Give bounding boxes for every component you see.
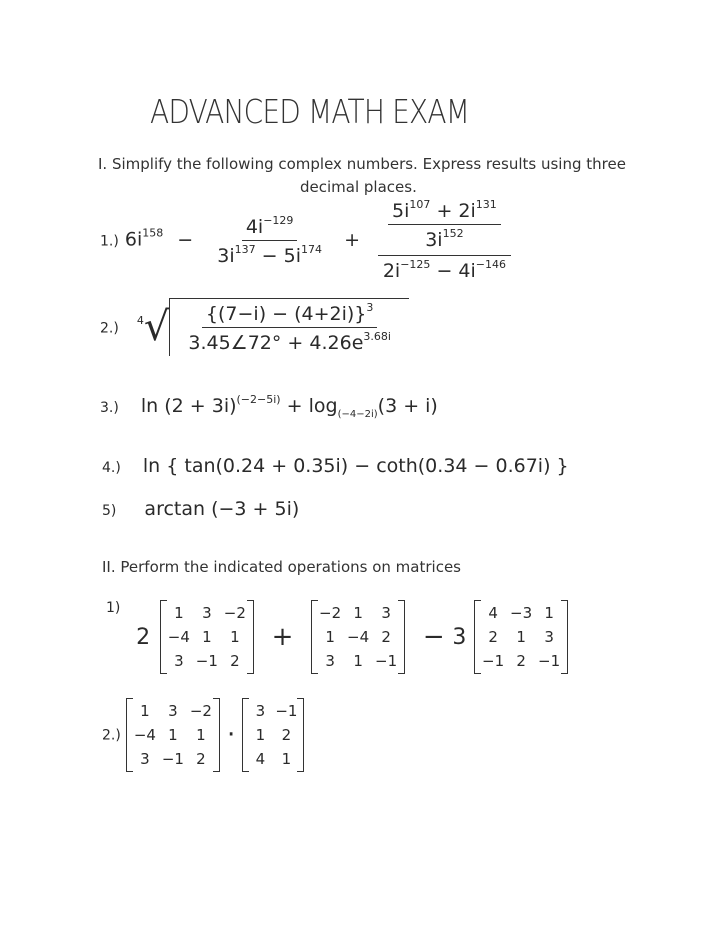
matrix-entry: 3 <box>174 652 184 670</box>
exponent: 3 <box>366 301 374 314</box>
problem-label: 3.) <box>100 400 119 416</box>
problem-1 <box>100 198 517 282</box>
term: 2i <box>382 260 401 282</box>
matrix-entry: 3 <box>255 702 266 720</box>
problem-label: 2.) <box>100 320 119 337</box>
matrix-e <box>242 698 304 772</box>
exponent: 152 <box>442 227 464 240</box>
operator: · <box>227 720 236 750</box>
exponent: −129 <box>263 213 294 227</box>
matrix-entry: 3 <box>544 628 554 646</box>
exponent: 107 <box>409 198 431 211</box>
matrix-problem-2 <box>102 698 304 772</box>
operator: + <box>344 228 360 251</box>
exponent: 137 <box>234 242 256 256</box>
matrix-entry: −2 <box>319 604 342 622</box>
problem-3 <box>100 393 438 420</box>
matrix-entry: 2 <box>230 652 240 670</box>
matrix-entry: 3 <box>325 652 335 670</box>
matrix-entry: 1 <box>516 628 526 646</box>
log-base: (−4−2i) <box>337 409 378 420</box>
matrix-entry: −2 <box>189 702 212 720</box>
matrix-entry: −4 <box>133 726 156 744</box>
phasor-term: 3.45∠72° <box>188 332 282 354</box>
nested-fraction <box>388 198 501 253</box>
operator: − <box>177 228 194 251</box>
matrix-entry: 1 <box>140 702 150 720</box>
matrix-entry: −4 <box>347 628 370 646</box>
problem-label: 5) <box>102 503 117 519</box>
fraction-2 <box>378 198 511 282</box>
operator: + <box>271 622 294 652</box>
section-1-heading: I. Simplify the following complex numbers. Express results using three <box>98 155 626 173</box>
term: 3i <box>425 229 443 251</box>
matrix-entry: 1 <box>325 628 335 646</box>
matrix-entry: −1 <box>275 702 298 720</box>
matrix-entry: 4 <box>255 750 266 768</box>
exponent: 174 <box>301 242 323 256</box>
matrix-entry: 3 <box>140 750 150 768</box>
term: + 2i <box>430 200 476 222</box>
section-1-heading-cont: decimal places. <box>300 178 417 196</box>
problem-label: 1.) <box>100 233 119 250</box>
matrix-d <box>126 698 220 772</box>
matrix-entry: 3 <box>381 604 391 622</box>
matrix-problem-1 <box>106 600 568 674</box>
radicand <box>169 298 409 356</box>
denominator-term: − 5i <box>255 244 302 267</box>
fraction-1 <box>213 214 326 267</box>
matrix-entry: 1 <box>544 604 554 622</box>
matrix-entry: −3 <box>510 604 533 622</box>
matrix-entry: 1 <box>168 726 178 744</box>
matrix-entry: 1 <box>255 726 266 744</box>
term: + log <box>286 395 338 417</box>
coefficient: 3 <box>452 624 467 650</box>
expression: ln { tan(0.24 + 0.35i) − coth(0.34 − 0.67i) } <box>142 455 569 477</box>
denominator-term: 3i <box>217 244 235 267</box>
exponent: 3.68i <box>363 330 391 343</box>
matrix-entry: 1 <box>174 604 184 622</box>
operator: − <box>422 622 445 652</box>
numerator: {(7−i) − (4+2i)} <box>205 303 367 325</box>
matrix-entry: −1 <box>538 652 561 670</box>
matrix-b <box>311 600 405 674</box>
term: (3 + i) <box>377 395 438 417</box>
exponent: −125 <box>400 258 431 271</box>
matrix-entry: 4 <box>488 604 498 622</box>
root-index: 4 <box>136 313 144 327</box>
matrix-entry: 2 <box>488 628 498 646</box>
matrix-entry: 3 <box>202 604 212 622</box>
matrix-c <box>474 600 568 674</box>
matrix-entry: 1 <box>202 628 212 646</box>
matrix-entry: −2 <box>223 604 246 622</box>
matrix-a <box>160 600 254 674</box>
problem-4 <box>102 455 569 477</box>
numerator: 4i <box>245 215 264 238</box>
matrix-entry: −1 <box>375 652 398 670</box>
fraction <box>184 301 395 354</box>
matrix-entry: 1 <box>353 604 363 622</box>
matrix-entry: 1 <box>353 652 363 670</box>
term: ln (2 + 3i) <box>140 395 237 417</box>
term: 5i <box>392 200 410 222</box>
matrix-entry: 2 <box>381 628 391 646</box>
exponent: 158 <box>142 226 164 240</box>
matrix-entry: 1 <box>230 628 240 646</box>
matrix-entry: 1 <box>281 750 292 768</box>
problem-label: 2.) <box>102 727 121 744</box>
exponent: 131 <box>475 198 497 211</box>
exponent: (−2−5i) <box>236 393 281 406</box>
matrix-entry: 2 <box>516 652 526 670</box>
expression: arctan (−3 + 5i) <box>144 498 300 520</box>
exponential-term: + 4.26e <box>281 332 364 354</box>
matrix-entry: 1 <box>196 726 206 744</box>
problem-label: 4.) <box>102 460 121 476</box>
term: 6i <box>124 228 143 251</box>
problem-5 <box>102 498 299 520</box>
matrix-entry: −4 <box>167 628 190 646</box>
section-2-heading: II. Perform the indicated operations on matrices <box>102 558 461 576</box>
term: − 4i <box>430 260 476 282</box>
matrix-entry: 3 <box>168 702 178 720</box>
matrix-entry: −1 <box>161 750 184 768</box>
matrix-entry: 2 <box>281 726 292 744</box>
matrix-entry: 2 <box>196 750 206 768</box>
problem-2: 2.) $^4$√ $\frac{\{(7-i) - (4+2i)\}^3}{3.45\angle 72^\circ + 4.26e^{3.68i}}$ <box>100 298 409 356</box>
problem-label: 1) <box>106 600 121 616</box>
exponent: −146 <box>475 258 506 271</box>
matrix-entry: −1 <box>195 652 218 670</box>
matrix-entry: −1 <box>482 652 505 670</box>
page-title: ADVANCED MATH EXAM <box>150 92 470 131</box>
coefficient: 2 <box>136 624 151 650</box>
